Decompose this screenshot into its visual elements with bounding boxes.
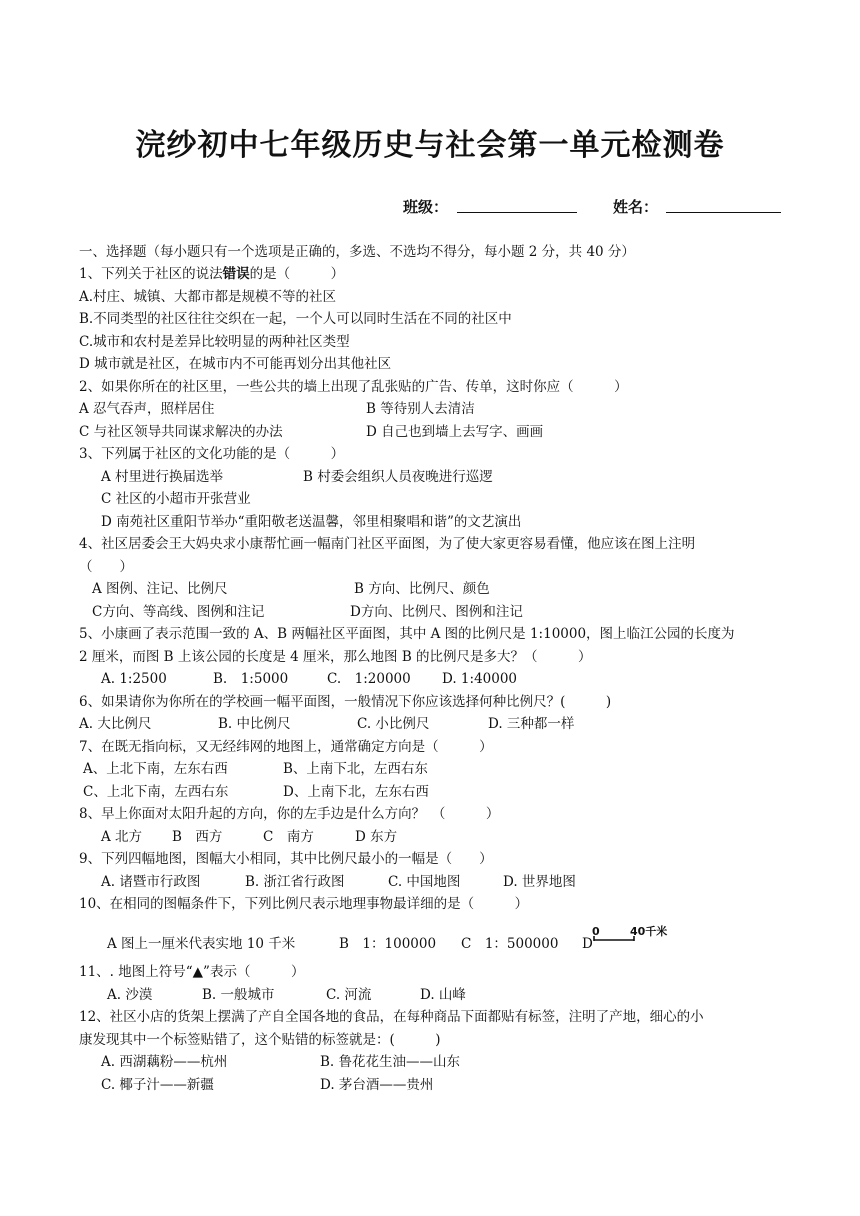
q4-option-d: D方向、比例尺、图例和注记	[350, 604, 523, 620]
question-9-stem: 9、下列四幅地图，图幅大小相同，其中比例尺最小的一幅是（ ）	[79, 851, 493, 867]
question-12-line-2: 康发现其中一个标签贴错了，这个贴错的标签就是：( )	[79, 1032, 441, 1048]
q4-answer-paren: （ ）	[79, 559, 133, 575]
q2-option-a: A 忍气吞声，照样居住	[79, 401, 215, 417]
question-8-stem: 8、早上你面对太阳升起的方向，你的左手边是什么方向？ （ ）	[79, 806, 500, 822]
q9-option-d: D. 世界地图	[503, 874, 576, 890]
q12-option-d: D. 茅台酒——贵州	[320, 1077, 434, 1093]
q3-option-d: D 南苑社区重阳节举办“重阳敬老送温馨，邻里相聚唱和谐”的文艺演出	[101, 514, 522, 530]
q4-option-b: B 方向、比例尺、颜色	[354, 581, 490, 597]
q1-option-b: B.不同类型的社区往往交织在一起，一个人可以同时生活在不同的社区中	[79, 311, 512, 327]
class-label: 班级：	[403, 198, 449, 216]
section-heading: 一、选择题（每小题只有一个选项是正确的，多选、不选均不得分，每小题 2 分，共 40 分）	[79, 244, 635, 260]
q1-stem-emphasis: 错误	[222, 266, 250, 282]
q2-option-c: C 与社区领导共同谋求解决的办法	[79, 424, 283, 440]
question-5-line-1: 5、小康画了表示范围一致的 A、B 两幅社区平面图，其中 A 图的比例尺是 1:10000，图上临江公园的长度为	[79, 626, 735, 642]
q8-option-c: C 南方	[263, 829, 314, 845]
q11-option-a: A. 沙漠	[107, 987, 153, 1003]
q5-option-b: B. 1:5000	[213, 671, 289, 687]
q9-option-c: C. 中国地图	[388, 874, 461, 890]
q7-option-d: D、上南下北，左东右西	[283, 784, 429, 800]
q11-option-c: C. 河流	[326, 987, 372, 1003]
question-12-line-1: 12、社区小店的货架上摆满了产自全国各地的食品，在每种商品下面都贴有标签，注明了产地，细心的小	[79, 1009, 704, 1025]
q8-option-d: D 东方	[355, 829, 398, 845]
q12-option-a: A. 西湖藕粉——杭州	[101, 1054, 228, 1070]
q3-option-b: B 村委会组织人员夜晚进行巡逻	[303, 469, 493, 485]
exam-title: 浣纱初中七年级历史与社会第一单元检测卷	[135, 128, 725, 163]
q4-option-a: A 图例、注记、比例尺	[92, 581, 228, 597]
question-1-stem	[79, 265, 344, 283]
q10-option-b: B 1：100000	[339, 936, 437, 952]
q9-option-a: A. 诸暨市行政图	[101, 874, 201, 890]
question-5-line-2: 2 厘米，而图 B 上该公园的长度是 4 厘米，那么地图 B 的比例尺是多大？（ ）	[79, 649, 592, 665]
q9-option-b: B. 浙江省行政图	[245, 874, 345, 890]
q8-option-a: A 北方	[101, 829, 143, 845]
q10-option-a: A 图上一厘米代表实地 10 千米	[107, 936, 296, 952]
name-label: 姓名：	[613, 198, 659, 216]
q7-option-a: A、上北下南，左东右西	[83, 761, 228, 777]
q7-option-b: B、上南下北，左西右东	[283, 761, 428, 777]
question-6-stem: 6、如果请你为你所在的学校画一幅平面图，一般情况下你应该选择何种比例尺？( )	[79, 694, 612, 710]
q11-option-d: D. 山峰	[420, 987, 466, 1003]
q5-option-c: C. 1:20000	[327, 671, 411, 687]
q6-option-b: B. 中比例尺	[218, 716, 291, 732]
question-10-stem: 10、在相同的图幅条件下，下列比例尺表示地理事物最详细的是（ ）	[79, 896, 529, 912]
q6-option-a: A. 大比例尺	[79, 716, 152, 732]
q10-option-d: D	[582, 936, 593, 952]
q5-option-a: A. 1:2500	[101, 671, 167, 687]
q12-option-c: C. 椰子汁——新疆	[101, 1077, 214, 1093]
q10-scale-bar	[592, 924, 682, 954]
scale-value-label: 40千米	[630, 925, 668, 938]
q3-option-c: C 社区的小超市开张营业	[101, 491, 251, 507]
q12-option-b: B. 鲁花花生油——山东	[320, 1054, 461, 1070]
q4-option-c: C方向、等高线、图例和注记	[92, 604, 265, 620]
q5-option-d: D. 1:40000	[442, 671, 518, 687]
question-2-stem: 2、如果你所在的社区里，一些公共的墙上出现了乱张贴的广告、传单，这时你应（ ）	[79, 379, 628, 395]
name-blank	[666, 212, 781, 213]
q8-option-b: B 西方	[172, 829, 223, 845]
q2-option-d: D 自己也到墙上去写字、画画	[366, 424, 544, 440]
q1-option-a: A.村庄、城镇、大都市都是规模不等的社区	[79, 289, 337, 305]
q2-option-b: B 等待别人去清洁	[366, 401, 475, 417]
q7-option-c: C、上北下南，左西右东	[83, 784, 229, 800]
q3-option-a: A 村里进行换届选举	[101, 469, 224, 485]
question-11-stem: 11、. 地图上符号“▲”表示（ ）	[79, 964, 305, 980]
scale-zero-label: 0	[592, 925, 600, 938]
q1-option-c: C.城市和农村是差异比较明显的两种社区类型	[79, 334, 350, 350]
class-blank	[457, 212, 577, 213]
q6-option-d: D. 三种都一样	[488, 716, 575, 732]
question-4-stem: 4、社区居委会王大妈央求小康帮忙画一幅南门社区平面图，为了使大家更容易看懂，他应该在图上注明	[79, 536, 696, 552]
q6-option-c: C. 小比例尺	[357, 716, 430, 732]
q1-option-d: D 城市就是社区，在城市内不可能再划分出其他社区	[79, 356, 392, 372]
question-7-stem: 7、在既无指向标，又无经纬网的地图上，通常确定方向是（ ）	[79, 739, 493, 755]
q10-option-c: C 1：500000	[461, 936, 559, 952]
q1-stem-part: 的是（ ）	[249, 266, 345, 282]
question-3-stem: 3、下列属于社区的文化功能的是（ ）	[79, 446, 345, 462]
q1-stem-part: 1、下列关于社区的说法	[79, 266, 223, 282]
q11-option-b: B. 一般城市	[202, 987, 275, 1003]
